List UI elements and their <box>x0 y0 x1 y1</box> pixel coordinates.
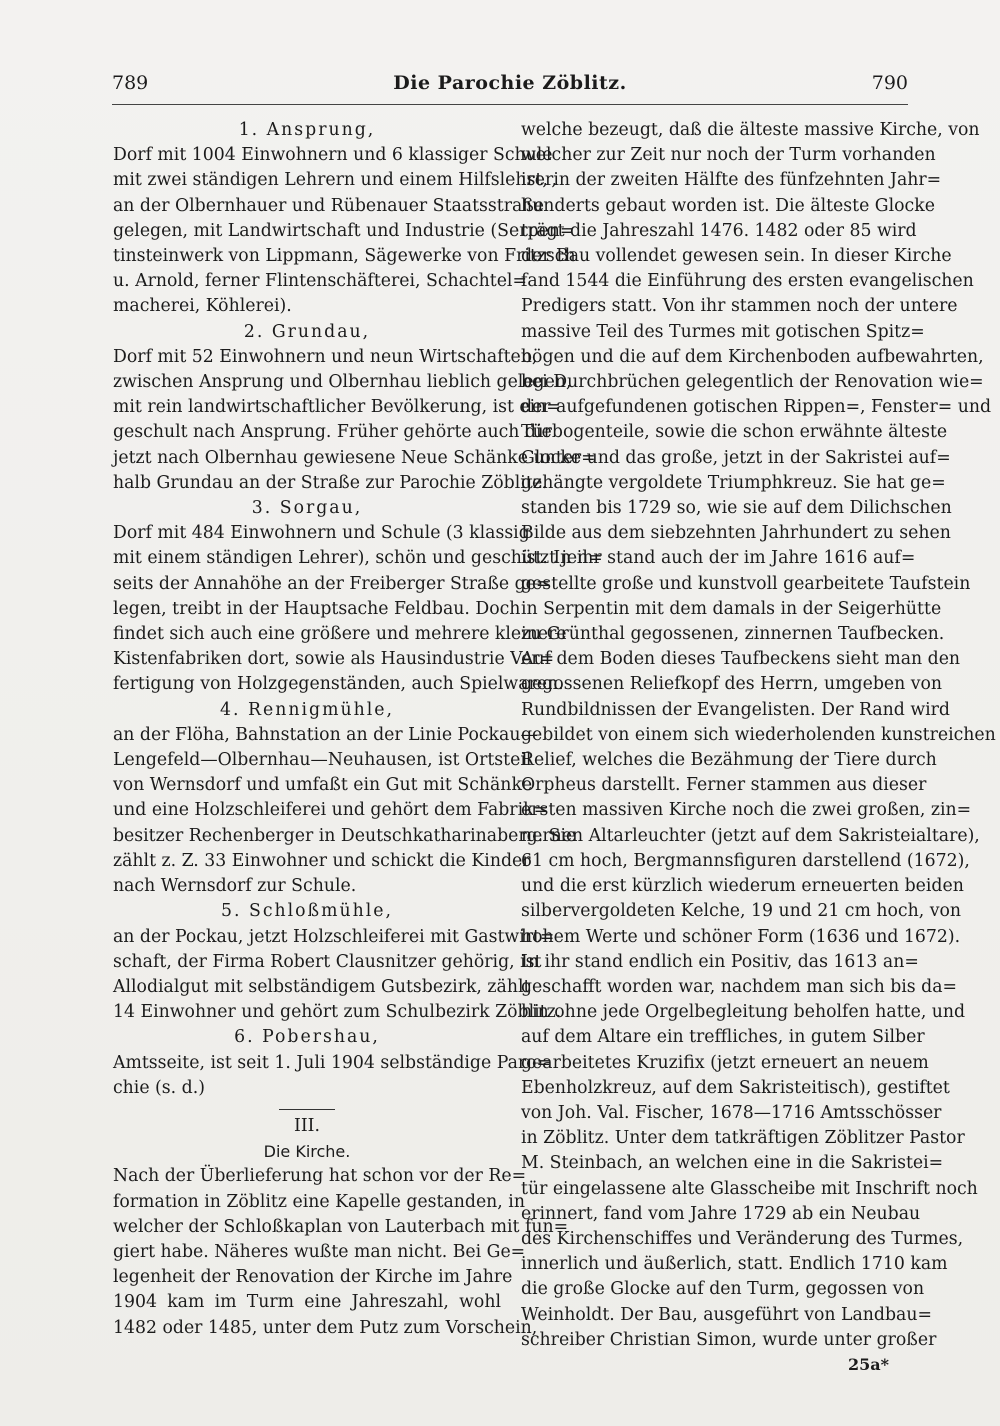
place-heading: 5. Schloßmühle, <box>221 901 393 922</box>
text-line: findet sich auch eine größere und mehrere kleinere <box>113 624 567 645</box>
text-line: fertigung von Holzgegenständen, auch Spielwaren. <box>113 674 564 695</box>
text-line: seits der Annahöhe an der Freiberger Straße ge= <box>113 573 551 594</box>
text-line: von Joh. Val. Fischer, 1678—1716 Amtsschösser <box>521 1102 942 1123</box>
text-line: Ebenholzkreuz, auf dem Sakristeitisch), gestiftet <box>521 1077 950 1098</box>
text-line: von Wernsdorf und umfaßt ein Gut mit Schänke <box>113 775 533 796</box>
text-line: 61 cm hoch, Bergmannsfiguren darstellend (1672), <box>521 850 970 871</box>
text-line: nach Wernsdorf zur Schule. <box>113 876 357 897</box>
text-line: Lengefeld—Olbernhau—Neuhausen, ist Ortsteil <box>113 750 532 771</box>
text-line: Amtsseite, ist seit 1. Juli 1904 selbständige Paro= <box>113 1052 552 1073</box>
place-heading: 3. Sorgau, <box>251 498 363 519</box>
text-line: 1904 kam im Turm eine Jahreszahl, wohl <box>113 1292 501 1313</box>
page-header <box>112 72 908 102</box>
text-line: legenheit der Renovation der Kirche im Jahre <box>113 1267 513 1288</box>
text-line: und die erst kürzlich wiederum erneuerten beiden <box>521 876 964 897</box>
text-line: und eine Holzschleiferei und gehört dem Fabrik= <box>113 800 549 821</box>
text-line: massive Teil des Turmes mit gotischen Spitz= <box>521 321 925 342</box>
text-line: mit rein landwirtschaftlicher Bevölkerung, ist ein= <box>113 397 561 418</box>
text-line: halb Grundau an der Straße zur Parochie Zöblitz. <box>113 472 548 493</box>
text-line: welche bezeugt, daß die älteste massive Kirche, von <box>521 120 980 140</box>
text-line: erinnert, fand vom Jahre 1729 ab ein Neubau <box>521 1203 921 1224</box>
text-line: schreiber Christian Simon, wurde unter großer <box>521 1329 937 1350</box>
text-line: zu Grünthal gegossenen, zinnernen Taufbecken. <box>521 624 945 645</box>
text-line: ist. In ihr stand auch der im Jahre 1616 auf= <box>521 548 916 569</box>
text-line: gehängte vergoldete Triumphkreuz. Sie hat ge= <box>521 472 946 493</box>
text-line: Dorf mit 1004 Einwohnern und 6 klassiger Schule <box>113 145 553 166</box>
text-line: giert habe. Näheres wußte man nicht. Bei Ge= <box>113 1241 526 1262</box>
text-line: an der Flöha, Bahnstation an der Linie Pockau— <box>113 724 538 745</box>
text-line: macherei, Köhlerei). <box>113 296 292 317</box>
text-line: mit einem ständigen Lehrer), schön und geschützt jen= <box>113 548 603 569</box>
text-line: Allodialgut mit selbständigem Gutsbezirk, zählt <box>113 976 531 997</box>
text-line: auf dem Altare ein treffliches, in gutem Silber <box>521 1027 925 1048</box>
text-line: In ihr stand endlich ein Positiv, das 1613 an= <box>521 951 919 972</box>
section-divider <box>279 1109 335 1110</box>
text-line: mit zwei ständigen Lehrern und einem Hilfslehrer, <box>113 170 557 191</box>
section-title: Die Kirche. <box>263 1142 351 1162</box>
text-line: Dorf mit 52 Einwohnern und neun Wirtschaften, <box>113 346 538 367</box>
text-line: gearbeitetes Kruzifix (jetzt erneuert an neuem <box>521 1052 929 1073</box>
header-rule <box>112 104 908 105</box>
text-line: silbervergoldeten Kelche, 19 und 21 cm hoch, von <box>521 901 961 922</box>
text-line: M. Steinbach, an welchen eine in die Sakristei= <box>521 1153 944 1174</box>
text-line: an der Olbernhauer und Rübenauer Staatsstraße <box>113 195 545 216</box>
text-line: geschult nach Ansprung. Früher gehörte auch die <box>113 422 552 443</box>
text-line: welcher der Schloßkaplan von Lauterbach mit fun= <box>113 1216 569 1237</box>
text-line: Dorf mit 484 Einwohnern und Schule (3 klassig <box>113 523 530 544</box>
text-line: Predigers statt. Von ihr stammen noch der untere <box>521 296 958 317</box>
text-line: tür eingelassene alte Glasscheibe mit Inschrift noch <box>521 1178 978 1199</box>
text-line: zählt z. Z. 33 Einwohner und schickt die Kinder <box>113 850 531 871</box>
page-number-right: 790 <box>871 72 908 94</box>
right-column <box>521 118 996 1353</box>
text-line: gelegen, mit Landwirtschaft und Industrie (Serpen= <box>113 220 575 241</box>
text-line: Weinholdt. Der Bau, ausgeführt von Landbau= <box>521 1304 932 1325</box>
text-line: nernen Altarleuchter (jetzt auf dem Sakristeialtare), <box>521 825 980 846</box>
text-line: legen, treibt in der Hauptsache Feldbau. Doch <box>113 598 521 619</box>
text-line: Orpheus darstellt. Ferner stammen aus dieser <box>521 775 927 796</box>
text-line: der aufgefundenen gotischen Rippen=, Fenster= und <box>521 397 992 418</box>
text-line: der Bau vollendet gewesen sein. In dieser Kirche <box>521 246 952 267</box>
text-line: jetzt nach Olbernhau gewiesene Neue Schänke unter= <box>113 447 596 468</box>
text-line: tinsteinwerk von Lippmann, Sägewerke von Fritzsch <box>113 246 576 267</box>
text-line: Auf dem Boden dieses Taufbeckens sieht man den <box>521 649 961 670</box>
text-line: standen bis 1729 so, wie sie auf dem Dilichschen <box>521 498 952 519</box>
text-line: gegossenen Reliefkopf des Herrn, umgeben von <box>521 674 943 695</box>
text-line: Glocke und das große, jetzt in der Sakristei auf= <box>521 447 951 468</box>
text-line: fand 1544 die Einführung des ersten evangelischen <box>521 271 974 292</box>
text-line: die große Glocke auf den Turm, gegossen von <box>521 1279 925 1300</box>
text-line: formation in Zöblitz eine Kapelle gestanden, in <box>113 1191 525 1212</box>
text-line: trägt die Jahreszahl 1476. 1482 oder 85 wird <box>521 220 917 241</box>
text-line: hin ohne jede Orgelbegleitung beholfen hatte, und <box>521 1002 966 1023</box>
text-line: in Serpentin mit dem damals in der Seigerhütte <box>521 598 942 619</box>
signature-mark: 25a* <box>848 1355 889 1374</box>
text-line: an der Pockau, jetzt Holzschleiferei mit Gastwirt= <box>113 926 555 947</box>
text-line: in Zöblitz. Unter dem tatkräftigen Zöblitzer Pastor <box>521 1128 965 1149</box>
text-line: hunderts gebaut worden ist. Die älteste Glocke <box>521 195 935 216</box>
text-line: geschafft worden war, nachdem man sich bis da= <box>521 976 958 997</box>
text-line: Nach der Überlieferung hat schon vor der Re= <box>113 1166 527 1187</box>
text-line: gebildet von einem sich wiederholenden kunstreichen <box>521 724 996 745</box>
text-line: Rundbildnissen der Evangelisten. Der Rand wird <box>521 699 950 720</box>
text-line: schaft, der Firma Robert Clausnitzer gehörig, ist <box>113 951 542 972</box>
text-line: zwischen Ansprung und Olbernhau lieblich gelegen, <box>113 372 572 393</box>
text-line: 14 Einwohner und gehört zum Schulbezirk Zöblitz. <box>113 1002 562 1023</box>
left-column <box>113 118 603 1341</box>
text-line: ersten massiven Kirche noch die zwei großen, zin= <box>521 800 972 821</box>
section-number: III. <box>294 1115 320 1136</box>
page-number-left: 789 <box>112 72 149 94</box>
text-line: u. Arnold, ferner Flintenschäfterei, Schachtel= <box>113 271 527 292</box>
text-line: 1482 oder 1485, unter dem Putz zum Vorschein, <box>113 1317 538 1338</box>
text-line: besitzer Rechenberger in Deutschkatharinaberg. Sie <box>113 825 577 846</box>
text-line: hohem Werte und schöner Form (1636 und 1672). <box>521 926 961 947</box>
place-heading: 6. Pobershau, <box>234 1027 380 1048</box>
text-line: Bilde aus dem siebzehnten Jahrhundert zu sehen <box>521 523 951 544</box>
text-line: Türbogenteile, sowie die schon erwähnte älteste <box>521 422 948 443</box>
text-line: innerlich und äußerlich, statt. Endlich 1710 kam <box>521 1254 948 1275</box>
place-heading: 1. Ansprung, <box>238 120 376 140</box>
text-line: Kistenfabriken dort, sowie als Hausindustrie Ver= <box>113 649 555 670</box>
text-line: welcher zur Zeit nur noch der Turm vorhanden <box>521 145 936 166</box>
text-line: gestellte große und kunstvoll gearbeitete Taufstein <box>521 573 971 594</box>
place-heading: 2. Grundau, <box>243 321 371 342</box>
text-line: bei Durchbrüchen gelegentlich der Renovation wie= <box>521 372 984 393</box>
text-line: bögen und die auf dem Kirchenboden aufbewahrten, <box>521 346 984 367</box>
text-line: ist, in der zweiten Hälfte des fünfzehnten Jahr= <box>521 170 942 191</box>
text-line: des Kirchenschiffes und Veränderung des Turmes, <box>521 1228 964 1249</box>
text-line: Relief, welches die Bezähmung der Tiere durch <box>521 750 937 771</box>
place-heading: 4. Rennigmühle, <box>220 699 394 720</box>
running-title: Die Parochie Zöblitz. <box>393 72 627 94</box>
text-line: chie (s. d.) <box>113 1077 205 1098</box>
